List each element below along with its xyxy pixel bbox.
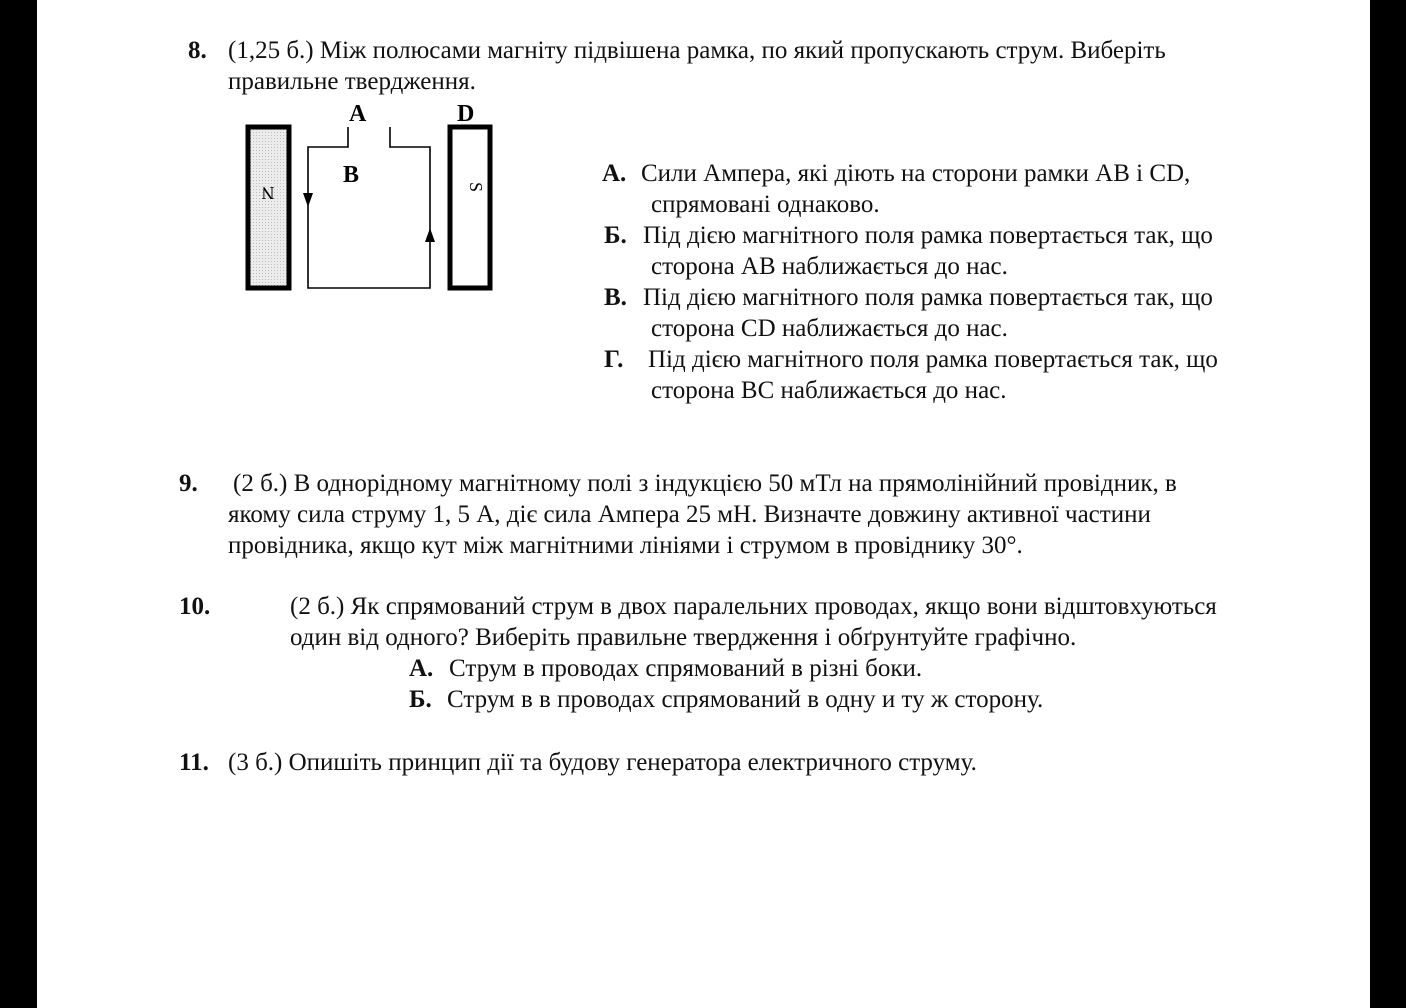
frame-label-a: A [349, 101, 367, 127]
current-frame [308, 127, 430, 288]
q8-option-b-line2: сторона АВ наближається до нас. [651, 253, 1008, 280]
q10-text-line2: один від одного? Виберіть правильне твердження і обґрунтуйте графічно. [290, 624, 1077, 651]
q10-text-line1: (2 б.) Як спрямований струм в двох паралельних проводах, якщо вони відштовхуються [290, 593, 1217, 620]
q8-number: 8. [188, 37, 207, 64]
q9-text-line1: (2 б.) В однорідному магнітному полі з індукцією 50 мТл на прямолінійний провідник, в [233, 470, 1177, 497]
north-pole-magnet [248, 127, 289, 288]
q11-text: (3 б.) Опишіть принцип дії та будову генератора електричного струму. [228, 749, 977, 776]
pole-label-s: S [466, 181, 486, 193]
document-page [37, 0, 1370, 1008]
arrow-up-icon [425, 228, 435, 242]
q10-option-a-text: Струм в проводах спрямований в різні боки. [449, 655, 923, 682]
q8-option-g-line2: сторона ВС наближається до нас. [651, 377, 1007, 404]
q10-option-b-letter: Б. [409, 686, 432, 713]
q8-option-g-line1: Під дією магнітного поля рамка повертається так, що [648, 346, 1218, 373]
q8-option-a-line2: спрямовані однаково. [651, 191, 880, 218]
q8-option-v-line2: сторона CD наближається до нас. [651, 315, 1008, 342]
q8-option-a-letter: А. [602, 160, 627, 187]
frame-label-b: B [343, 162, 360, 188]
frame-label-d: D [457, 101, 475, 127]
q9-number: 9. [179, 470, 198, 497]
arrow-down-icon [303, 193, 313, 207]
q10-option-b-text: Струм в в проводах спрямований в одну и ту ж сторону. [447, 686, 1044, 713]
q8-text-line2: правильне твердження. [228, 68, 476, 95]
q11-number: 11. [179, 749, 209, 776]
q9-text-line2: якому сила струму 1, 5 А, діє сила Ампера 25 мН. Визначте довжину активної частини [228, 501, 1151, 528]
q10-number: 10. [179, 593, 211, 620]
q8-text-line1: (1,25 б.) Між полюсами магніту підвішена рамка, по який пропускають струм. Виберіть [228, 37, 1166, 64]
pole-label-n: N [261, 183, 275, 203]
q8-option-a-line1: Сили Ампера, які діють на сторони рамки АВ і CD, [641, 160, 1191, 187]
q8-option-v-line1: Під дією магнітного поля рамка повертається так, що [643, 284, 1213, 311]
q8-option-b-line1: Під дією магнітного поля рамка повертається так, що [643, 222, 1213, 249]
q10-option-a-letter: А. [409, 655, 434, 682]
q8-option-b-letter: Б. [604, 222, 627, 249]
q8-option-v-letter: В. [604, 284, 627, 311]
q8-option-g-letter: Г. [604, 346, 624, 373]
q9-text-line3: провідника, якщо кут між магнітними лініями і струмом в провіднику 30°. [228, 532, 1023, 559]
south-pole-magnet [450, 127, 490, 288]
